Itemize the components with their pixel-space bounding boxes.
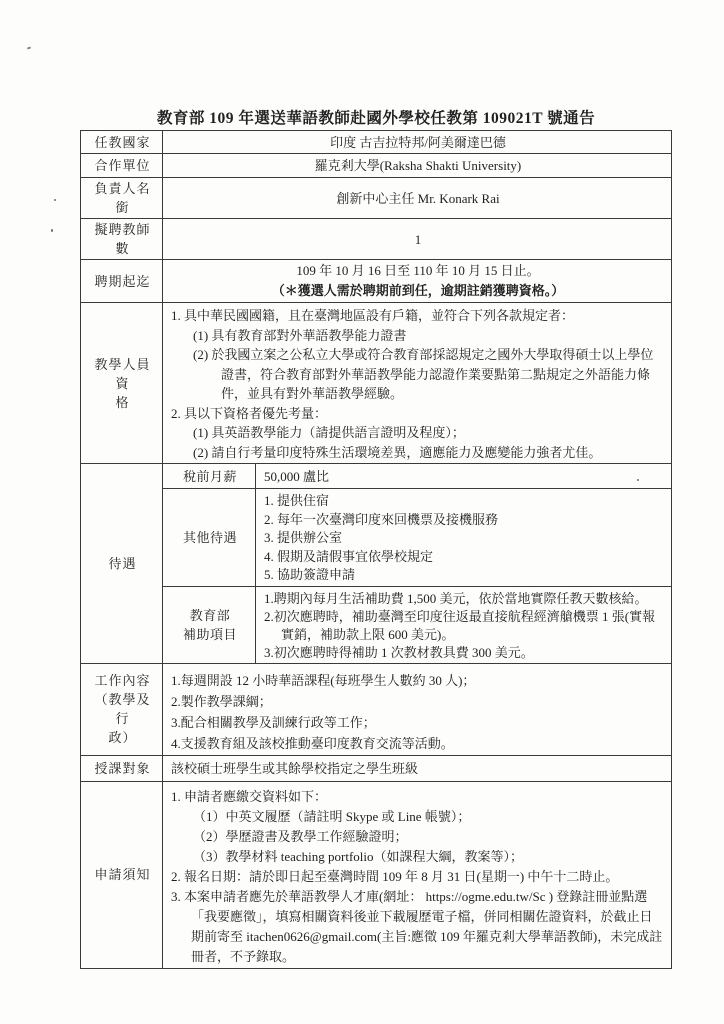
table-row: [81, 464, 672, 489]
row-label-period: 聘期起迄: [81, 260, 163, 303]
row-label-teacher-count: 擬聘教師數: [81, 219, 163, 260]
table-row: [81, 303, 672, 464]
label-line: 教學人員資: [94, 356, 151, 391]
text-line: 1.聘期內每月生活補助費 1,500 美元，依於當地實際任教天數核給。: [264, 590, 648, 606]
text-line: 1.每週開設 12 小時華語課程(每班學生人數約 30 人)；: [171, 672, 476, 688]
text-line: 2.初次應聘時，補助臺灣至印度往返最直接航程經濟艙機票 1 張(實報實銷，補助款上限 600 美元)。: [264, 608, 656, 642]
text-line: 3.配合相關教學及訓練行政等工作；: [171, 714, 376, 730]
text-line: 1. 具中華民國國籍，且在臺灣地區設有戶籍，並符合下列各款規定者：: [171, 308, 575, 323]
table-row: [81, 663, 672, 755]
label-line: 補助項目: [182, 626, 237, 642]
text-line: （2）學歷證書及教學工作經驗證明；: [193, 828, 408, 844]
text-line: 5. 協助簽證申請: [264, 567, 356, 582]
page-title: 教育部 109 年選送華語教師赴國外學校任教第 109021T 號通告: [156, 110, 596, 127]
label-line: 格: [115, 394, 130, 410]
row-value-duties: [163, 663, 672, 755]
text-line: 3. 提供辦公室: [264, 530, 343, 545]
table-row: [81, 154, 672, 178]
row-label-country: 任教國家: [81, 131, 163, 154]
label-line: （教學及行: [94, 692, 151, 726]
row-value-contact: 創新中心主任 Mr. Konark Rai: [163, 178, 672, 219]
row-value-students: 該校碩士班學生或其餘學校指定之學生班級: [163, 755, 672, 781]
row-value-country: 印度 古吉拉特邦/阿美爾達巴德: [163, 131, 672, 154]
scan-speck: [54, 199, 56, 201]
text-line: 2. 報名日期：請於即日起至臺灣時間 109 年 8 月 31 日(星期一) 中午十二時止。: [171, 868, 619, 884]
sublabel-benefits: 其他待遇: [163, 489, 256, 587]
row-label-qualifications: [81, 303, 163, 464]
text-line: （1）中英文履歷（請註明 Skype 或 Line 帳號）；: [193, 808, 471, 824]
row-label-contact: 負責人名銜: [81, 178, 163, 219]
label-line: 教育部: [189, 607, 231, 623]
value-benefits: [256, 489, 672, 587]
table-row: [81, 219, 672, 260]
row-label-compensation: 待遇: [81, 464, 163, 664]
sublabel-salary: 稅前月薪: [163, 464, 256, 489]
row-value-qualifications: [163, 303, 672, 464]
scan-speck: [27, 46, 31, 49]
sublabel-subsidy: [163, 586, 256, 663]
text-line: 1. 申請者應繳交資料如下：: [171, 788, 328, 804]
table-row: [81, 489, 672, 587]
scan-speck: [51, 229, 53, 232]
row-label-partner: 合作單位: [81, 154, 163, 178]
text-line: 3. 本案申請者應先於華語教學人才庫(網址： https://ogme.edu.tw/Sc ) 登錄註冊並點選「我要應徵」，填寫相關資料後並下載履歷電子檔，併同相關佐證資料，於截止日期前寄至 itachen0626@gmail.com(主旨:應徵 109 年羅克剎大學華語教師)，未完成註冊者，不予錄取。: [171, 888, 663, 964]
period-warning: （＊獲選人需於聘期前到任，逾期註銷獲聘資格。）: [271, 283, 565, 298]
text-line: 2. 每年一次臺灣印度來回機票及接機服務: [264, 511, 499, 527]
row-label-application: 申請須知: [81, 781, 163, 968]
period-dates: 109 年 10 月 16 日至 110 年 10 月 15 日止。: [296, 263, 540, 278]
table-row: [81, 178, 672, 219]
text-line: 1. 提供住宿: [264, 493, 330, 508]
text-line: （3）教學材料 teaching portfolio（如課程大綱，教案等）；: [193, 848, 524, 864]
row-label-students: 授課對象: [81, 755, 163, 781]
text-line: (2) 請自行考量印度特殊生活環境差異，適應能力及應變能力強者尤佳。: [193, 444, 602, 460]
text-line: 4.支援教育組及該校推動臺印度教育交流等活動。: [171, 735, 454, 751]
text-line: 2.製作教學課綱；: [171, 693, 272, 709]
row-value-application: [163, 781, 672, 968]
row-value-teacher-count: 1: [163, 219, 672, 260]
row-label-duties: [81, 663, 163, 755]
table-row: [81, 260, 672, 303]
table-row: [81, 586, 672, 663]
table-row: [81, 755, 672, 781]
notice-table: [80, 130, 672, 969]
text-line: 2. 具以下資格者優先考量：: [171, 405, 328, 421]
row-value-partner: 羅克剎大學(Raksha Shakti University): [163, 154, 672, 178]
label-line: 工作內容: [94, 673, 151, 688]
text-line: 4. 假期及請假事宜依學校規定: [264, 548, 434, 564]
value-subsidy: [256, 586, 672, 663]
table-row: [81, 781, 672, 968]
value-salary: 50,000 盧比: [256, 464, 672, 489]
table-row: [81, 131, 672, 154]
label-line: 政）: [108, 730, 137, 745]
row-value-period: [163, 260, 672, 303]
text-line: (1) 具英語教學能力（請提供語言證明及程度）；: [193, 425, 465, 440]
text-line: (1) 具有教育部對外華語教學能力證書: [193, 327, 407, 343]
text-line: 3.初次應聘時得補助 1 次教材教具費 300 美元。: [264, 644, 534, 660]
text-line: (2) 於我國立案之公私立大學或符合教育部採認規定之國外大學取得碩士以上學位證書，符合教育部對外華語教學能力認證作業要點第二點規定之外語能力條件，並具有對外華語教學經驗。: [193, 347, 654, 401]
